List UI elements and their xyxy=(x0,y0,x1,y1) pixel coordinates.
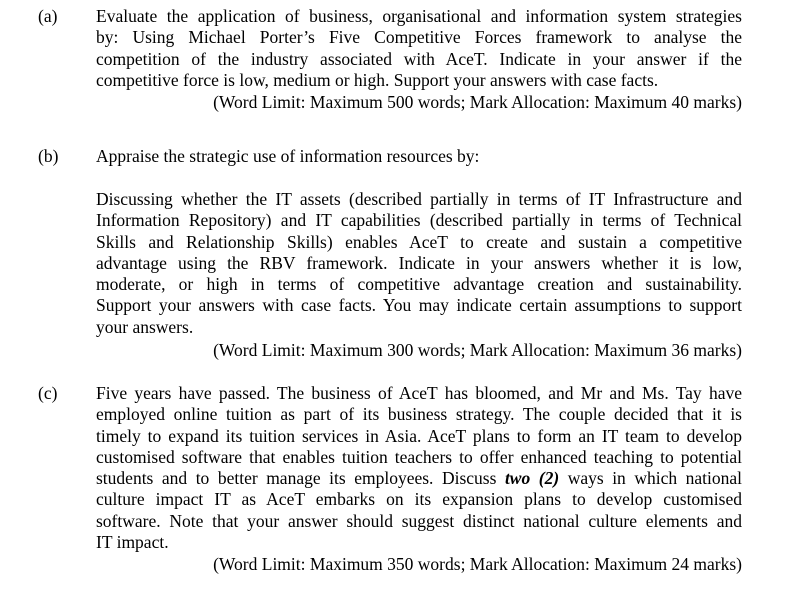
question-b-line-6: Support your answers with case facts. You may indicate certain assumptions to support xyxy=(96,295,742,316)
question-a-line-1: Evaluate the application of business, organisational and information system strategies xyxy=(96,6,742,26)
question-b-line-1: Discussing whether the IT assets (described partially in terms of IT Infrastructure and xyxy=(96,189,742,209)
question-b-line-5: moderate, or high in terms of competitive advantage creation and sustainability. xyxy=(96,274,742,295)
question-b-line-7: your answers. xyxy=(96,316,194,337)
question-a-line-2: by: Using Michael Porter’s Five Competitive Forces framework to analyse the xyxy=(96,27,742,48)
question-c-label: (c) xyxy=(38,383,58,403)
question-a-word-limit: (Word Limit: Maximum 500 words; Mark Allocation: Maximum 40 marks) xyxy=(213,92,742,112)
question-c-body xyxy=(96,383,742,553)
question-b-line-4: advantage using the RBV framework. Indicate in your answers whether it is low, xyxy=(96,252,742,273)
question-c-line-5 xyxy=(96,468,742,489)
question-c-line-3: timely to expand its tuition services in Asia. AceT plans to form an IT team to develop xyxy=(96,425,742,446)
question-c-word-limit: (Word Limit: Maximum 350 words; Mark Allocation: Maximum 24 marks) xyxy=(213,554,742,574)
question-a-label: (a) xyxy=(38,6,58,26)
question-b-label: (b) xyxy=(38,146,59,166)
question-c-line-8: IT impact. xyxy=(96,532,169,553)
question-c-line-7: software. Note that your answer should suggest distinct national culture elements and xyxy=(96,510,742,531)
question-c-line-4: customised software that enables tuition teachers to offer enhanced teaching to potential xyxy=(96,446,742,467)
question-a-line-3: competition of the industry associated with AceT. Indicate in your answer if the xyxy=(96,48,742,69)
question-a-body xyxy=(96,6,742,91)
question-b-line-3: Skills and Relationship Skills) enables AceT to create and sustain a competitive xyxy=(96,231,742,252)
question-c-line-2: employed online tuition as part of its business strategy. The couple decided that it is xyxy=(96,404,742,425)
question-b-body xyxy=(96,189,742,338)
question-b-line-2: Information Repository) and IT capabilities (described partially in terms of Technical xyxy=(96,210,742,231)
question-a-line-4: competitive force is low, medium or high. Support your answers with case facts. xyxy=(96,69,659,90)
question-c-line-6: culture impact IT as AceT embarks on its expansion plans to develop customised xyxy=(96,489,742,510)
question-b-intro-line: Appraise the strategic use of information resources by: xyxy=(96,146,480,166)
question-c-line-5-start: students and to better manage its employees. Discuss xyxy=(96,468,505,489)
question-c-line-5-end: ways in which national xyxy=(559,468,743,489)
question-b-word-limit: (Word Limit: Maximum 300 words; Mark Allocation: Maximum 36 marks) xyxy=(213,340,742,360)
question-c-emphasis: two (2) xyxy=(504,468,560,489)
question-c-line-1: Five years have passed. The business of AceT has bloomed, and Mr and Ms. Tay have xyxy=(96,383,742,403)
question-b-intro xyxy=(96,146,742,167)
